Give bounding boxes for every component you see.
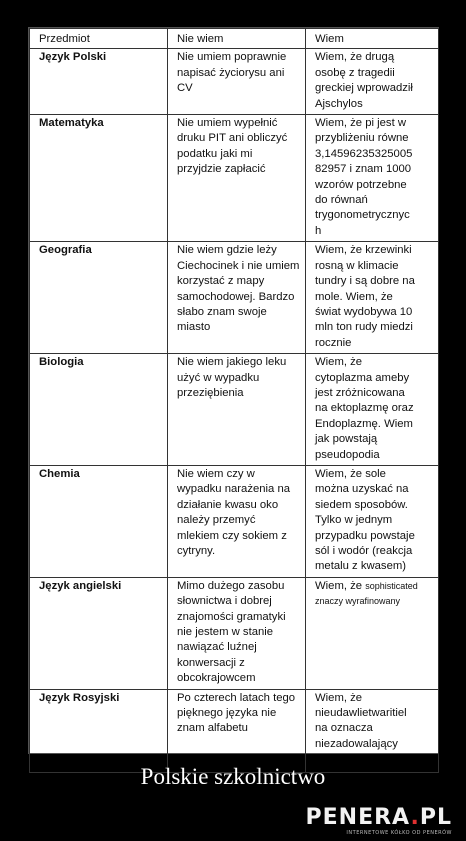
nie-wiem-cell: Nie umiem wypełnić druku PIT ani obliczyć podatku jaki mi przyjdzie zapłacić bbox=[168, 115, 306, 242]
logo-tagline: INTERNETOWE KÓŁKO OD PENERÓW bbox=[346, 830, 452, 836]
wiem-cell: Wiem, że nieudawlietwaritiel na oznacza niezadowalający bbox=[306, 689, 439, 772]
school-comparison-table bbox=[29, 28, 439, 773]
table-row bbox=[30, 577, 439, 689]
subject-cell: Język Rosyjski bbox=[30, 689, 168, 772]
header-wiem: Wiem bbox=[306, 29, 439, 49]
subject-cell: Geografia bbox=[30, 242, 168, 354]
wiem-cell: Wiem, że krzewinki rosną w klimacie tundry i są dobre na mole. Wiem, że świat wydobywa 10 mln ton rudy miedzi rocznie bbox=[306, 242, 439, 354]
nie-wiem-cell: Nie wiem jakiego leku użyć w wypadku przeziębienia bbox=[168, 354, 306, 466]
table-row bbox=[30, 354, 439, 466]
table-header-row bbox=[30, 29, 439, 49]
subject-cell: Język angielski bbox=[30, 577, 168, 689]
nie-wiem-cell: Nie wiem czy w wypadku narażenia na działanie kwasu oko należy przemyć mlekiem czy sokiem z cytryny. bbox=[168, 465, 306, 577]
wiem-small-text: sophisticated znaczy wyrafinowany bbox=[315, 580, 418, 607]
caption-title: Polskie szkolnictwo bbox=[140, 764, 326, 789]
subject-cell: Matematyka bbox=[30, 115, 168, 242]
nie-wiem-cell: Nie umiem poprawnie napisać życiorysu ani CV bbox=[168, 49, 306, 115]
nie-wiem-cell: Mimo dużego zasobu słownictwa i dobrej znajomości gramatyki nie jestem w stanie nawiązać luźnej konwersacji z obcokrajowcem bbox=[168, 577, 306, 689]
subject-cell: Język Polski bbox=[30, 49, 168, 115]
table-row bbox=[30, 689, 439, 772]
wiem-cell: Wiem, że pi jest w przybliżeniu równe 3,14596235325005 82957 i znam 1000 wzorów potrzebne do równań trygonometrycznyc h bbox=[306, 115, 439, 242]
penera-logo[interactable] bbox=[306, 805, 452, 830]
table-row bbox=[30, 465, 439, 577]
demotivator-frame bbox=[28, 27, 439, 754]
wiem-prefix: Wiem, że bbox=[315, 579, 366, 592]
subject-cell: Biologia bbox=[30, 354, 168, 466]
logo-tld: PL bbox=[419, 805, 452, 830]
table-row bbox=[30, 242, 439, 354]
wiem-cell: Wiem, że cytoplazma ameby jest zróżnicowana na ektoplazmę oraz Endoplazmę. Wiem jak powstają pseudopodia bbox=[306, 354, 439, 466]
wiem-cell bbox=[306, 577, 439, 689]
logo-dot: . bbox=[410, 805, 420, 830]
header-nie-wiem: Nie wiem bbox=[168, 29, 306, 49]
subject-cell: Chemia bbox=[30, 465, 168, 577]
logo-main: PENERA bbox=[305, 805, 411, 830]
header-przedmiot: Przedmiot bbox=[30, 29, 168, 49]
table-row bbox=[30, 115, 439, 242]
wiem-cell: Wiem, że sole można uzyskać na siedem sposobów. Tylko w jednym przypadku powstaje sól i wodór (reakcja metalu z kwasem) bbox=[306, 465, 439, 577]
table-row bbox=[30, 49, 439, 115]
wiem-cell: Wiem, że drugą osobę z tragedii greckiej wprowadził Ajschylos bbox=[306, 49, 439, 115]
nie-wiem-cell: Nie wiem gdzie leży Ciechocinek i nie umiem korzystać z mapy samochodowej. Bardzo słabo znam swoje miasto bbox=[168, 242, 306, 354]
nie-wiem-cell: Po czterech latach tego pięknego języka nie znam alfabetu bbox=[168, 689, 306, 772]
